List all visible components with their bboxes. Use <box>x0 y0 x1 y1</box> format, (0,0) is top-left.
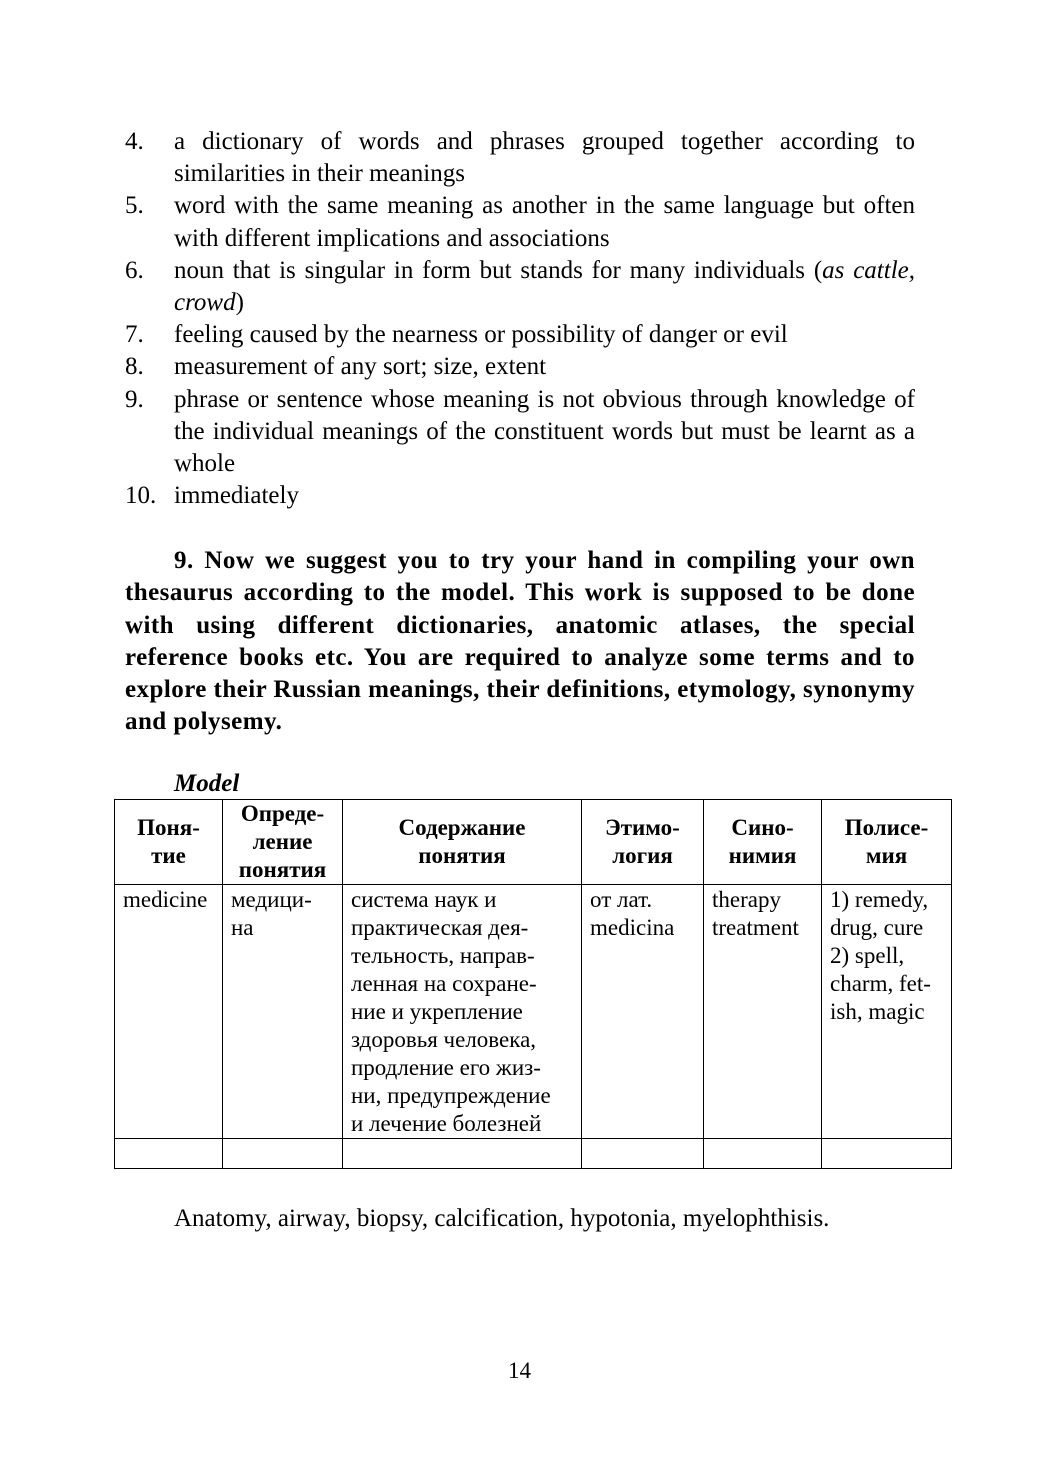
item-number: 10. <box>125 482 157 510</box>
task-paragraph <box>125 545 915 739</box>
item-text: a dictionary of words and phrases grouped together according to similarities in their meanings <box>174 128 915 188</box>
definition-list <box>125 126 915 512</box>
table-cell <box>822 1139 952 1169</box>
table-cell <box>115 1139 223 1169</box>
item-number: 4. <box>125 128 144 155</box>
table-cell: therapy treatment <box>704 885 822 1139</box>
list-item <box>125 384 915 481</box>
thesaurus-model-table <box>114 799 952 1169</box>
list-item <box>125 190 915 254</box>
item-text: measurement of any sort; size, extent <box>174 353 547 381</box>
table-cell: medicine <box>115 885 223 1139</box>
list-item <box>125 480 915 512</box>
header-polysemy: Полисе- мия <box>822 800 952 885</box>
table-row <box>115 1139 952 1169</box>
table-cell <box>582 1139 704 1169</box>
table-cell: система наук и практическая дея- тельность, направ- ленная на сохране- ние и укрепление здоровья человека, продление его жиз- ни, предупреждение и лечение болезней <box>343 885 582 1139</box>
table-cell <box>223 1139 343 1169</box>
item-text: phrase or sentence whose meaning is not obvious through knowledge of the individual meanings of the constituent words but must be learnt as a whole <box>174 385 915 478</box>
item-number: 9. <box>125 385 144 413</box>
table-cell <box>343 1139 582 1169</box>
header-synonymy: Сино- нимия <box>704 800 822 885</box>
item-text: feeling caused by the nearness or possibility of danger or evil <box>174 321 788 349</box>
page-number: 14 <box>508 1358 531 1383</box>
table-cell <box>704 1139 822 1169</box>
list-item <box>125 255 915 319</box>
model-label: Model <box>174 770 240 797</box>
item-text: word with the same meaning as another in the same language but often with different implications and associations <box>174 192 915 252</box>
item-text-italic: as cattle, crowd <box>174 256 915 317</box>
table-cell: 1) remedy, drug, cure 2) spell, charm, fet- ish, magic <box>822 885 952 1139</box>
header-concept: Поня- тие <box>115 800 223 885</box>
table-cell: от лат. medicina <box>582 885 704 1139</box>
item-number: 6. <box>125 256 144 284</box>
item-number: 8. <box>125 353 144 381</box>
table-cell: медици- на <box>223 885 343 1139</box>
list-item <box>125 351 915 383</box>
item-text-part: noun that is singular in form but stands for many individuals ( <box>174 256 823 284</box>
table-row <box>115 885 952 1139</box>
item-text-part: ) <box>235 289 244 317</box>
item-number: 7. <box>125 321 144 349</box>
header-etymology: Этимо- логия <box>582 800 704 885</box>
header-definition: Опреде- ление понятия <box>223 800 343 885</box>
list-item <box>125 126 915 190</box>
item-text: immediately <box>174 482 299 510</box>
header-content: Содержание понятия <box>343 800 582 885</box>
task-text: 9. Now we suggest you to try your hand in compiling your own thesaurus according to the model. This work is supposed to be done with using different dictionaries, anatomic atlases, the special reference books etc. You are required to analyze some terms and to explore their Russian meanings, their definitions, etymology, synonymy and polysemy. <box>125 547 915 736</box>
list-item <box>125 319 915 351</box>
item-text <box>174 257 915 316</box>
table-header-row <box>115 800 952 885</box>
terms-to-analyze: Anatomy, airway, biopsy, calcification, hypotonia, myelophthisis. <box>174 1205 830 1232</box>
item-number: 5. <box>125 192 144 220</box>
